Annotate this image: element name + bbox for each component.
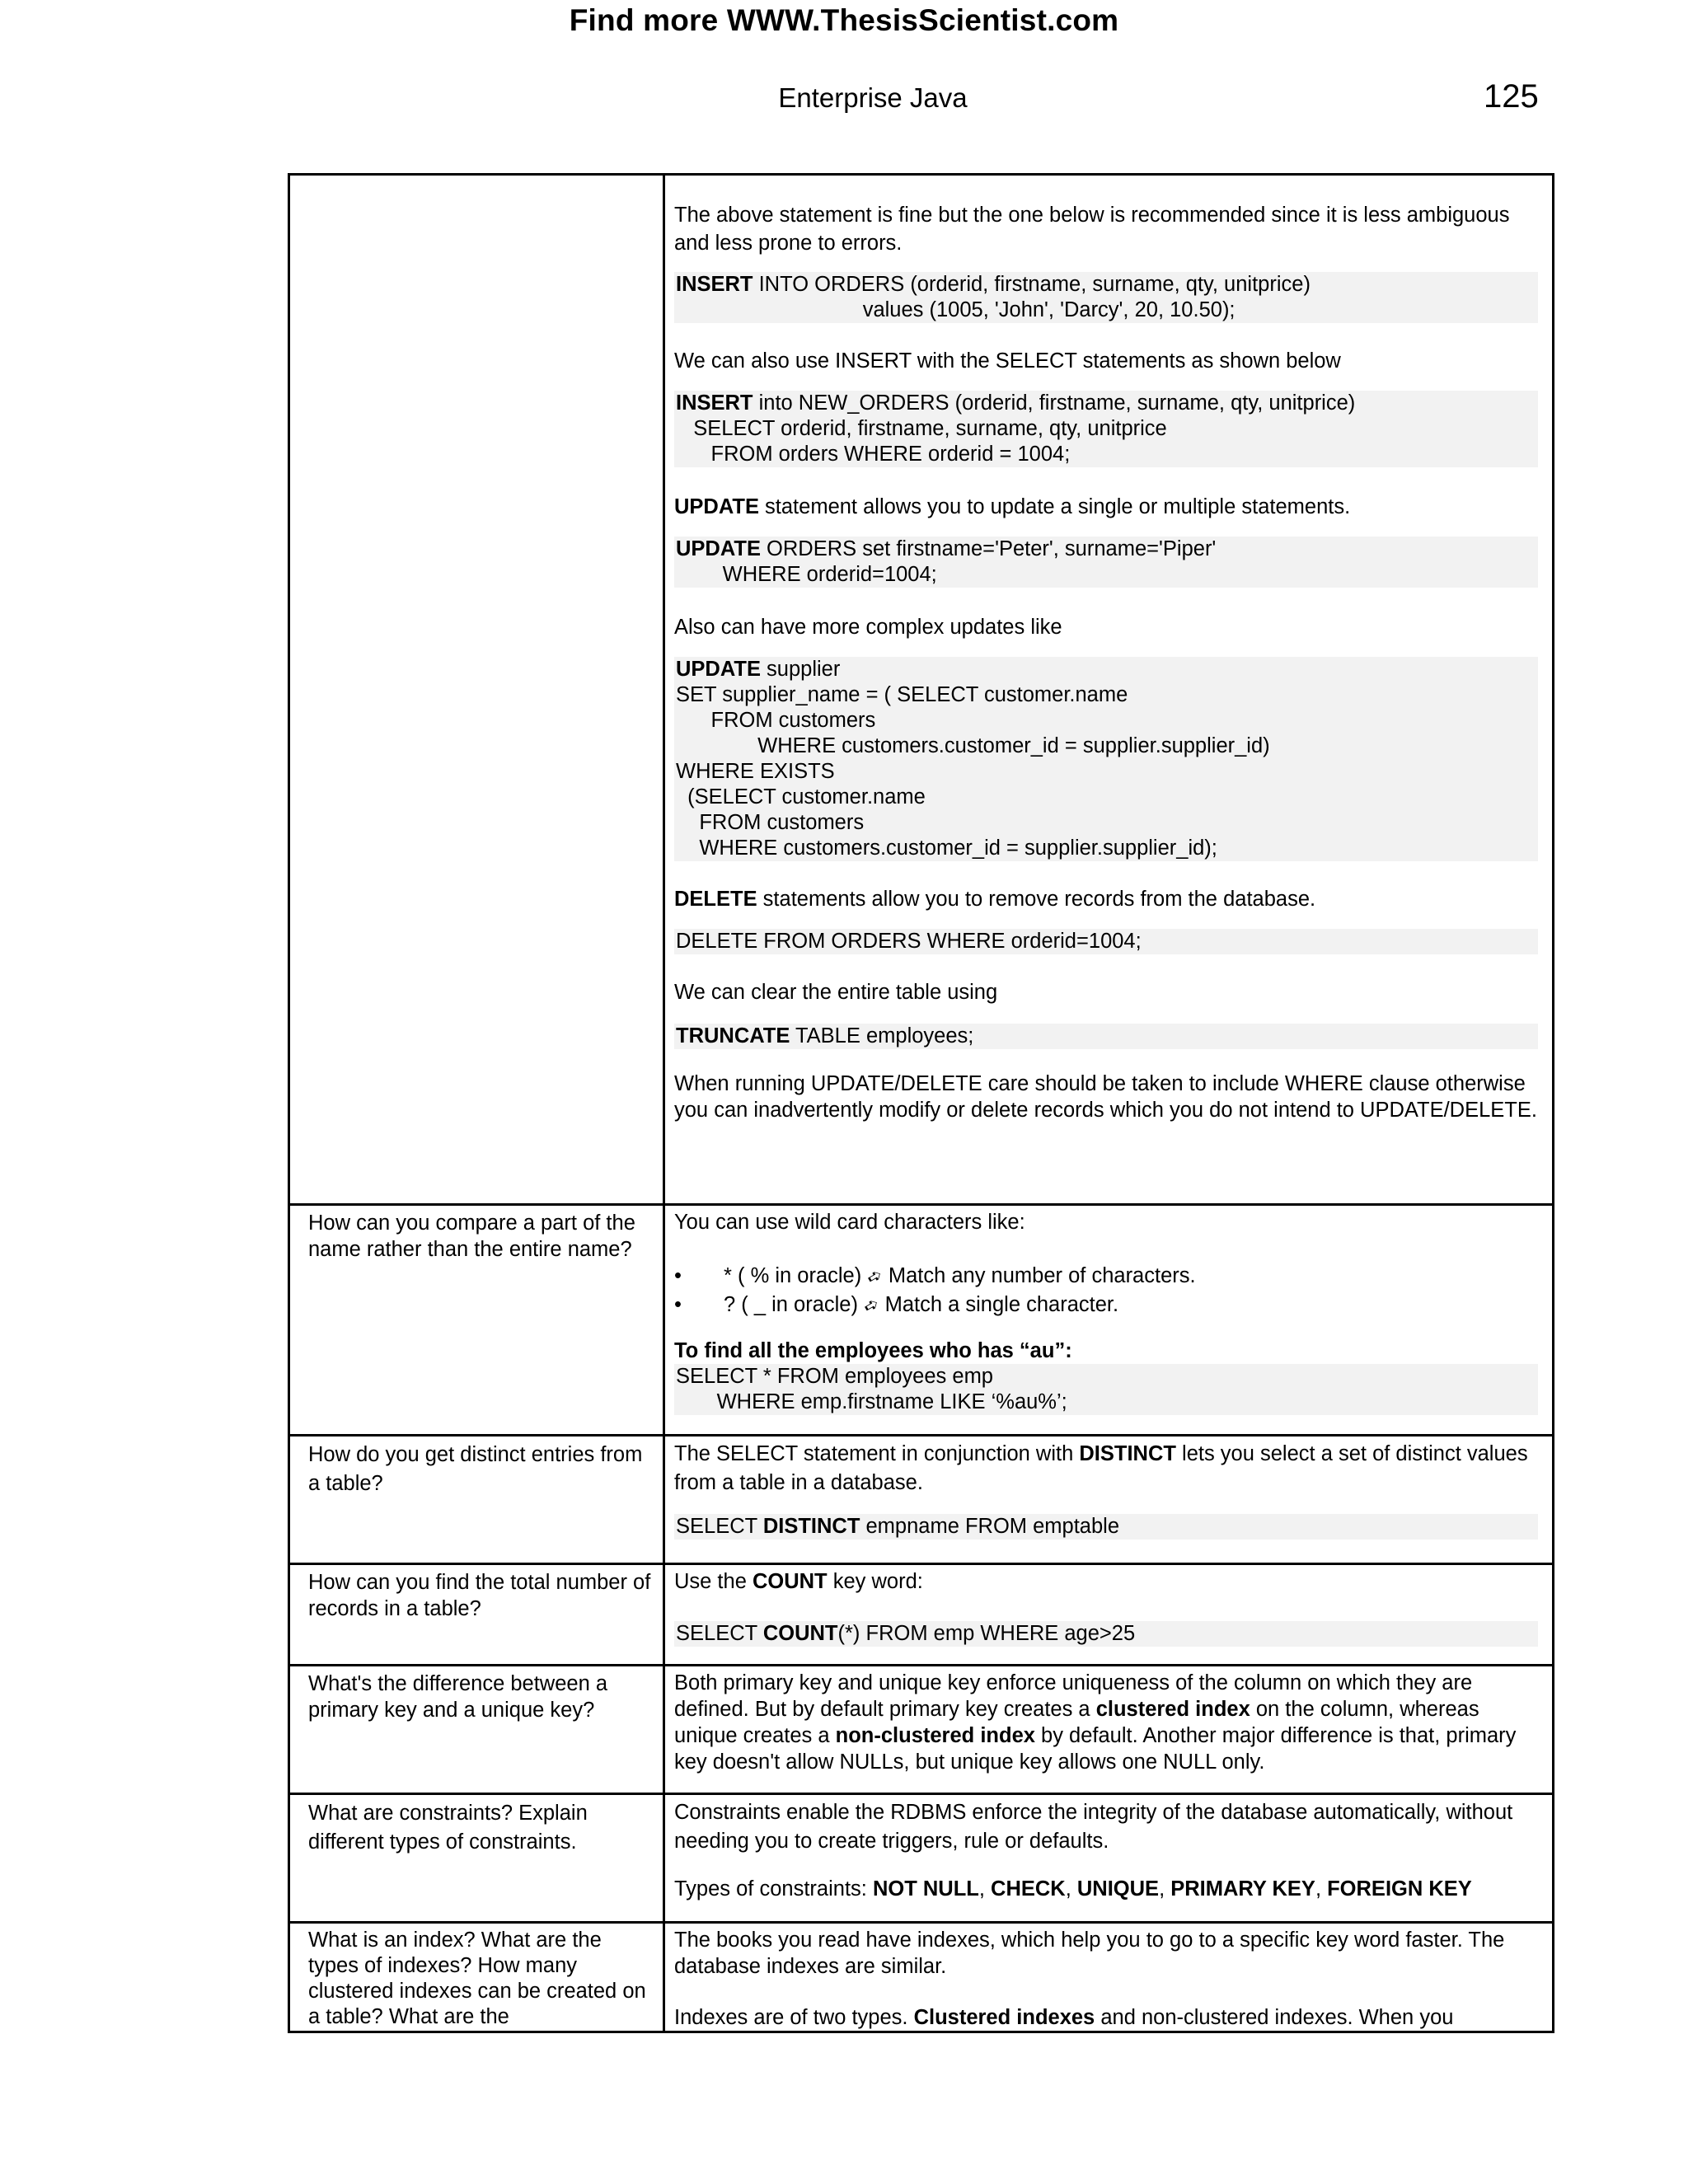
answer-cell [664, 1436, 1554, 1564]
code-block [674, 1514, 1538, 1540]
code-block [674, 1364, 1538, 1415]
answer-cell [664, 175, 1554, 1205]
text: ? ( _ in oracle) [724, 1293, 865, 1316]
text: Use the [674, 1570, 753, 1593]
code-line: FROM orders WHERE orderid = 1004; [676, 443, 1071, 466]
table-row [289, 1564, 1554, 1666]
constraint-name: CHECK [991, 1877, 1066, 1900]
keyword: UPDATE [674, 495, 759, 518]
code-block [674, 1024, 1538, 1049]
table-row [289, 1794, 1554, 1923]
table-row [289, 1205, 1554, 1436]
code-line: WHERE orderid=1004; [676, 563, 937, 586]
question-text: How do you get distinct entries from a table? [308, 1443, 643, 1495]
bullet-list [674, 1262, 1538, 1319]
question-text: What's the difference between a primary key and a unique key? [308, 1672, 608, 1722]
question-text: How can you find the total number of records in a table? [308, 1571, 651, 1620]
paragraph: Constraints enable the RDBMS enforce the integrity of the database automatically, without needing you to create triggers, rule or defaults. [674, 1801, 1513, 1853]
code-block: DELETE FROM ORDERS WHERE orderid=1004; [674, 929, 1538, 954]
question-text: How can you compare a part of the name rather than the entire name? [308, 1212, 635, 1261]
answer-cell [664, 1205, 1554, 1436]
paragraph: We can clear the entire table using [674, 981, 998, 1004]
page-number: 125 [1484, 78, 1539, 115]
answer-cell [664, 1923, 1554, 2032]
keyword: clustered index [1095, 1698, 1250, 1721]
question-cell [289, 1205, 664, 1436]
code-line: WHERE emp.firstname LIKE ‘%au%’; [676, 1390, 1067, 1413]
code-line: SELECT orderid, firstname, surname, qty, unitprice [676, 417, 1167, 440]
code-keyword: INSERT [676, 273, 753, 296]
question-cell [289, 1923, 664, 2032]
question-text: What are constraints? Explain different types of constraints. [308, 1802, 588, 1854]
paragraph [674, 1670, 1538, 1775]
code-line: FROM customers [676, 811, 865, 834]
table-row [289, 1436, 1554, 1564]
code-line: values (1005, 'John', 'Darcy', 20, 10.50); [676, 298, 1236, 321]
keyword: Clustered indexes [913, 2006, 1095, 2029]
code-line: into NEW_ORDERS (orderid, firstname, surname, qty, unitprice) [753, 391, 1356, 415]
paragraph [674, 886, 1538, 912]
arrow-icon: ➪ [863, 1263, 887, 1290]
answer-cell [664, 1564, 1554, 1666]
code-line: INTO ORDERS (orderid, firstname, surname, qty, unitprice) [753, 273, 1311, 296]
code-line: (SELECT customer.name [676, 785, 926, 808]
code-line: (*) FROM emp WHERE age>25 [837, 1622, 1136, 1645]
text: * ( % in oracle) [724, 1264, 868, 1287]
question-cell [289, 1436, 664, 1564]
question-cell [289, 1666, 664, 1794]
text: Indexes are of two types. [674, 2006, 914, 2029]
code-line: SELECT [676, 1622, 763, 1645]
code-keyword: INSERT [676, 391, 753, 415]
code-line: empname FROM emptable [860, 1515, 1120, 1538]
paragraph [674, 2004, 1538, 2031]
paragraph: When running UPDATE/DELETE care should be taken to include WHERE clause otherwise you can inadvertently modify or delete records which you do not intend to UPDATE/DELETE. [674, 1072, 1537, 1122]
paragraph: You can use wild card characters like: [674, 1211, 1025, 1234]
constraint-name: PRIMARY KEY [1170, 1877, 1315, 1900]
paragraph: Also can have more complex updates like [674, 616, 1062, 639]
text: statement allows you to update a single or multiple statements. [758, 495, 1351, 518]
constraint-name: NOT NULL [872, 1877, 979, 1900]
code-line: SELECT [676, 1515, 763, 1538]
code-line: FROM customers [676, 709, 876, 732]
code-line: TABLE employees; [790, 1024, 974, 1047]
subheading: To find all the employees who has “au”: [674, 1339, 1072, 1362]
paragraph [674, 1440, 1538, 1497]
table-row [289, 175, 1554, 1205]
paragraph: The books you read have indexes, which help you to go to a specific key word faster. The database indexes are similar. [674, 1929, 1505, 1978]
separator: , [1159, 1877, 1171, 1900]
answer-cell [664, 1666, 1554, 1794]
text: statements allow you to remove records from the database. [757, 888, 1316, 911]
qa-table [288, 173, 1554, 2033]
constraint-name: UNIQUE [1076, 1877, 1160, 1900]
keyword: DISTINCT [1079, 1442, 1176, 1465]
code-keyword: COUNT [762, 1622, 838, 1645]
code-line: ORDERS set firstname='Peter', surname='Piper' [760, 537, 1217, 560]
keyword: DELETE [674, 888, 757, 911]
separator: , [978, 1877, 992, 1900]
paragraph: We can also use INSERT with the SELECT statements as shown below [674, 349, 1341, 373]
code-keyword: UPDATE [676, 658, 761, 681]
bullet-icon: • [674, 1264, 682, 1287]
code-line: WHERE EXISTS [676, 760, 835, 783]
list-item [674, 1291, 1538, 1319]
text: and non-clustered indexes. When you [1095, 2006, 1454, 2029]
code-keyword: UPDATE [676, 537, 761, 560]
paragraph [674, 494, 1538, 520]
code-block [674, 657, 1538, 861]
paragraph: The above statement is fine but the one below is recommended since it is less ambiguous and less prone to errors. [674, 204, 1510, 255]
question-cell [289, 1794, 664, 1923]
paragraph [674, 1876, 1538, 1902]
text: The SELECT statement in conjunction with [674, 1442, 1080, 1465]
text: by default. Another major difference is that, primary key doesn't allow NULLs, but unique key allows one NULL only. [674, 1724, 1517, 1774]
text: Both primary key and unique key enforce uniqueness of the column on which they are defined. But by default primary key creates a [674, 1671, 1473, 1721]
code-line: WHERE customers.customer_id = supplier.supplier_id); [676, 837, 1217, 860]
answer-cell [664, 1794, 1554, 1923]
keyword: COUNT [752, 1570, 828, 1593]
code-block [674, 1621, 1538, 1647]
arrow-icon: ➪ [859, 1292, 884, 1319]
code-block [674, 391, 1538, 467]
code-line: WHERE customers.customer_id = supplier.supplier_id) [676, 734, 1270, 757]
text: key word: [827, 1570, 923, 1593]
question-text: What is an index? What are the types of indexes? How many clustered indexes can be created on a table? What are the [308, 1929, 646, 2028]
code-block [674, 537, 1538, 588]
keyword: non-clustered index [835, 1724, 1035, 1747]
question-cell [289, 1564, 664, 1666]
text: on the column, whereas unique creates a [674, 1698, 1479, 1747]
paragraph [674, 1568, 1538, 1595]
text: Match a single character. [879, 1293, 1119, 1316]
separator: , [1065, 1877, 1077, 1900]
code-keyword: DISTINCT [762, 1515, 860, 1538]
site-banner: Find more WWW.ThesisScientist.com [569, 3, 1119, 37]
constraint-name: FOREIGN KEY [1327, 1877, 1472, 1900]
list-item [674, 1262, 1538, 1291]
code-block [674, 272, 1538, 323]
separator: , [1315, 1877, 1328, 1900]
code-line: SELECT * FROM employees emp [676, 1365, 993, 1388]
text: Types of constraints: [674, 1877, 873, 1900]
question-cell [289, 175, 664, 1205]
text: Match any number of characters. [882, 1264, 1196, 1287]
code-keyword: TRUNCATE [676, 1024, 790, 1047]
table-row [289, 1923, 1554, 2032]
code-line: supplier [760, 658, 841, 681]
bullet-icon: • [674, 1293, 682, 1316]
running-title: Enterprise Java [778, 82, 968, 113]
code-line: SET supplier_name = ( SELECT customer.name [676, 683, 1128, 706]
table-row [289, 1666, 1554, 1794]
text: lets you select a set of distinct values from a table in a database. [674, 1442, 1528, 1494]
